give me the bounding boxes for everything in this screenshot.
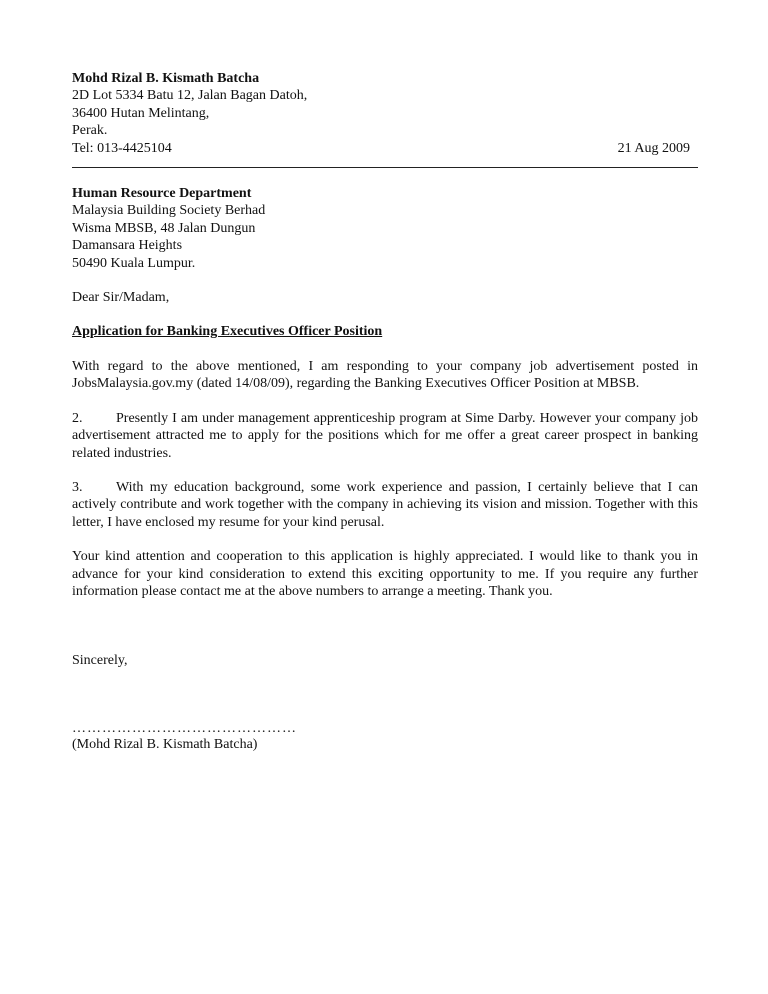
paragraph-4	[72, 548, 698, 600]
recipient-address-line2: Damansara Heights	[72, 238, 183, 254]
sender-tel: Tel: 013-4425104	[72, 140, 172, 156]
signature-name: (Mohd Rizal B. Kismath Batcha)	[72, 736, 258, 752]
letter-date: 21 Aug 2009	[617, 140, 690, 156]
header-divider	[72, 167, 698, 168]
paragraph-2	[72, 410, 698, 462]
sender-address-line1: 2D Lot 5334 Batu 12, Jalan Bagan Datoh,	[72, 88, 308, 104]
signature-line: ………………………………………	[72, 720, 297, 736]
letter-body	[72, 70, 698, 753]
sender-block	[72, 70, 698, 157]
sender-address-line3: Perak.	[72, 123, 108, 139]
paragraph-4-text: Your kind attention and cooperation to this application is highly appreciated. I would like to thank you in advance for your kind consideration to extend this exciting opportunity to me. If you require any further information please contact me at the above numbers to arrange a meeting. Thank you.	[72, 549, 698, 599]
paragraph-3-number: 3.	[72, 479, 83, 495]
paragraph-2-text: Presently I am under management apprenticeship program at Sime Darby. However your company job advertisement attracted me to apply for the positions which for me offer a great career prospect in banking related industries.	[72, 410, 698, 461]
recipient-address-line3: 50490 Kuala Lumpur.	[72, 255, 196, 271]
paragraph-3	[72, 479, 698, 531]
tel-date-row	[72, 140, 698, 157]
recipient-block	[72, 185, 698, 272]
closing: Sincerely,	[72, 653, 128, 669]
subject-line: Application for Banking Executives Officer Position	[72, 324, 383, 340]
sender-name: Mohd Rizal B. Kismath Batcha	[72, 71, 260, 86]
recipient-address-line1: Wisma MBSB, 48 Jalan Dungun	[72, 220, 256, 236]
paragraph-3-text: With my education background, some work experience and passion, I certainly believe that I can actively contribute and work together with the company in achieving its vision and mission. Together with this letter, I have enclosed my resume for your kind perusal.	[72, 479, 698, 530]
salutation: Dear Sir/Madam,	[72, 290, 170, 306]
paragraph-1-text: With regard to the above mentioned, I am responding to your company job advertisement posted in JobsMalaysia.gov.my (dated 14/08/09), regarding the Banking Executives Officer Position at MBSB.	[72, 358, 698, 392]
recipient-department: Human Resource Department	[72, 186, 252, 202]
paragraph-1	[72, 358, 698, 393]
sender-address-line2: 36400 Hutan Melintang,	[72, 105, 210, 121]
paragraph-2-number: 2.	[72, 410, 83, 426]
recipient-company: Malaysia Building Society Berhad	[72, 203, 266, 219]
